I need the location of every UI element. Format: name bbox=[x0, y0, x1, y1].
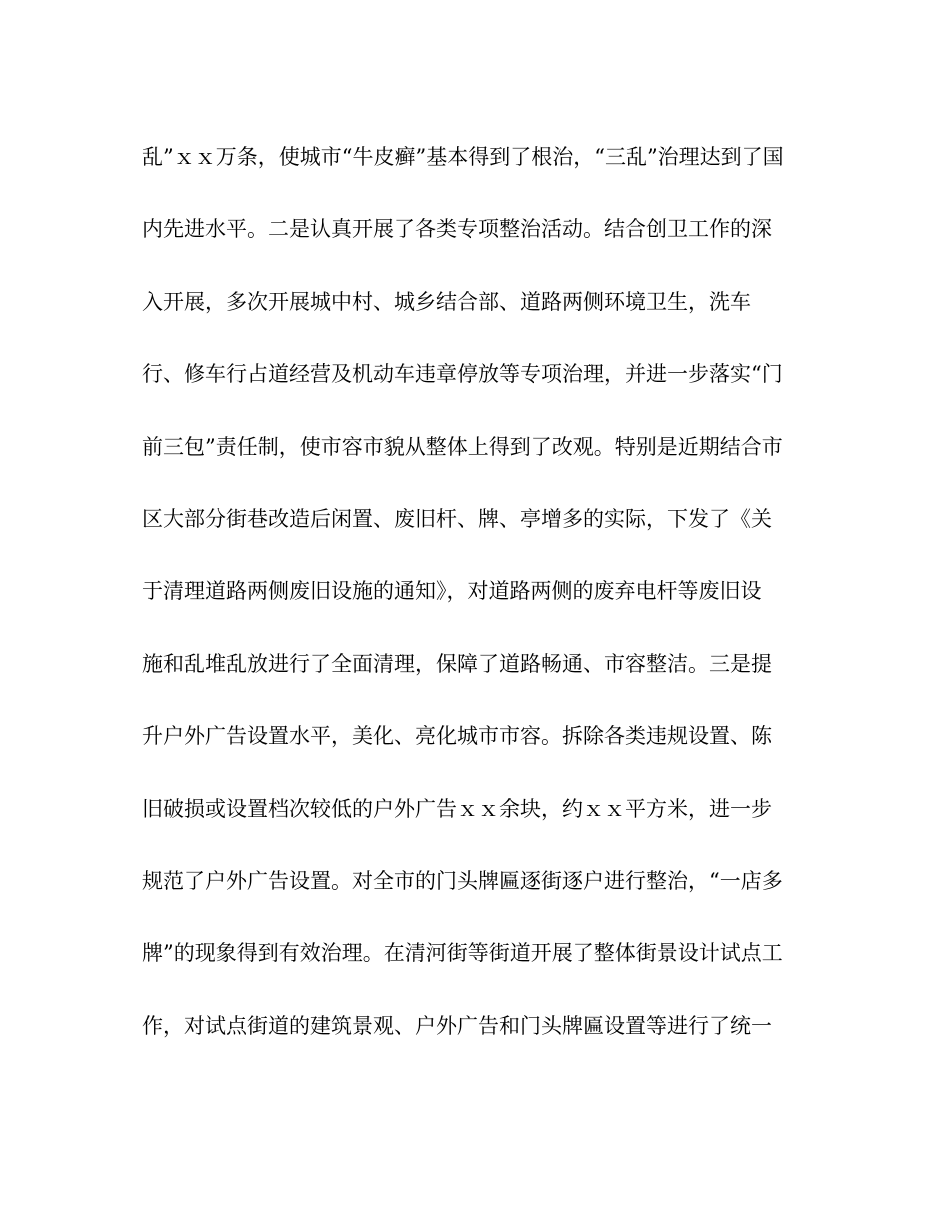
text-line: 行、修车行占道经营及机动车违章停放等专项治理，并进一步落实“门 bbox=[142, 362, 783, 387]
text-line: 内先进水平。二是认真开展了各类专项整治活动。结合创卫工作的深 bbox=[142, 217, 772, 242]
text-line: 施和乱堆乱放进行了全面清理，保障了道路畅通、市容整洁。三是提 bbox=[142, 651, 772, 676]
text-line: 前三包”责任制，使市容市貌从整体上得到了改观。特别是近期结合市 bbox=[142, 434, 783, 459]
text-line: 区大部分街巷改造后闲置、废旧杆、牌、亭增多的实际，下发了《关 bbox=[142, 506, 772, 531]
text-line: 作，对试点街道的建筑景观、户外广告和门头牌匾设置等进行了统一 bbox=[142, 1013, 772, 1038]
text-line: 旧破损或设置档次较低的户外广告ｘｘ余块，约ｘｘ平方米，进一步 bbox=[142, 796, 772, 821]
text-line: 规范了户外广告设置。对全市的门头牌匾逐街逐户进行整治，“一店多 bbox=[142, 868, 783, 893]
text-line: 乱”ｘｘ万条，使城市“牛皮癣”基本得到了根治，“三乱”治理达到了国 bbox=[142, 145, 784, 169]
text-line: 于清理道路两侧废旧设施的通知》，对道路两侧的废弃电杆等废旧设 bbox=[142, 579, 762, 604]
body-paragraph bbox=[142, 135, 822, 1076]
text-line: 升户外广告设置水平，美化、亮化城市市容。拆除各类违规设置、陈 bbox=[142, 724, 772, 749]
text-line: 入开展，多次开展城中村、城乡结合部、道路两侧环境卫生，洗车 bbox=[142, 289, 751, 314]
text-line: 牌”的现象得到有效治理。在清河街等街道开展了整体街景设计试点工 bbox=[142, 941, 783, 966]
